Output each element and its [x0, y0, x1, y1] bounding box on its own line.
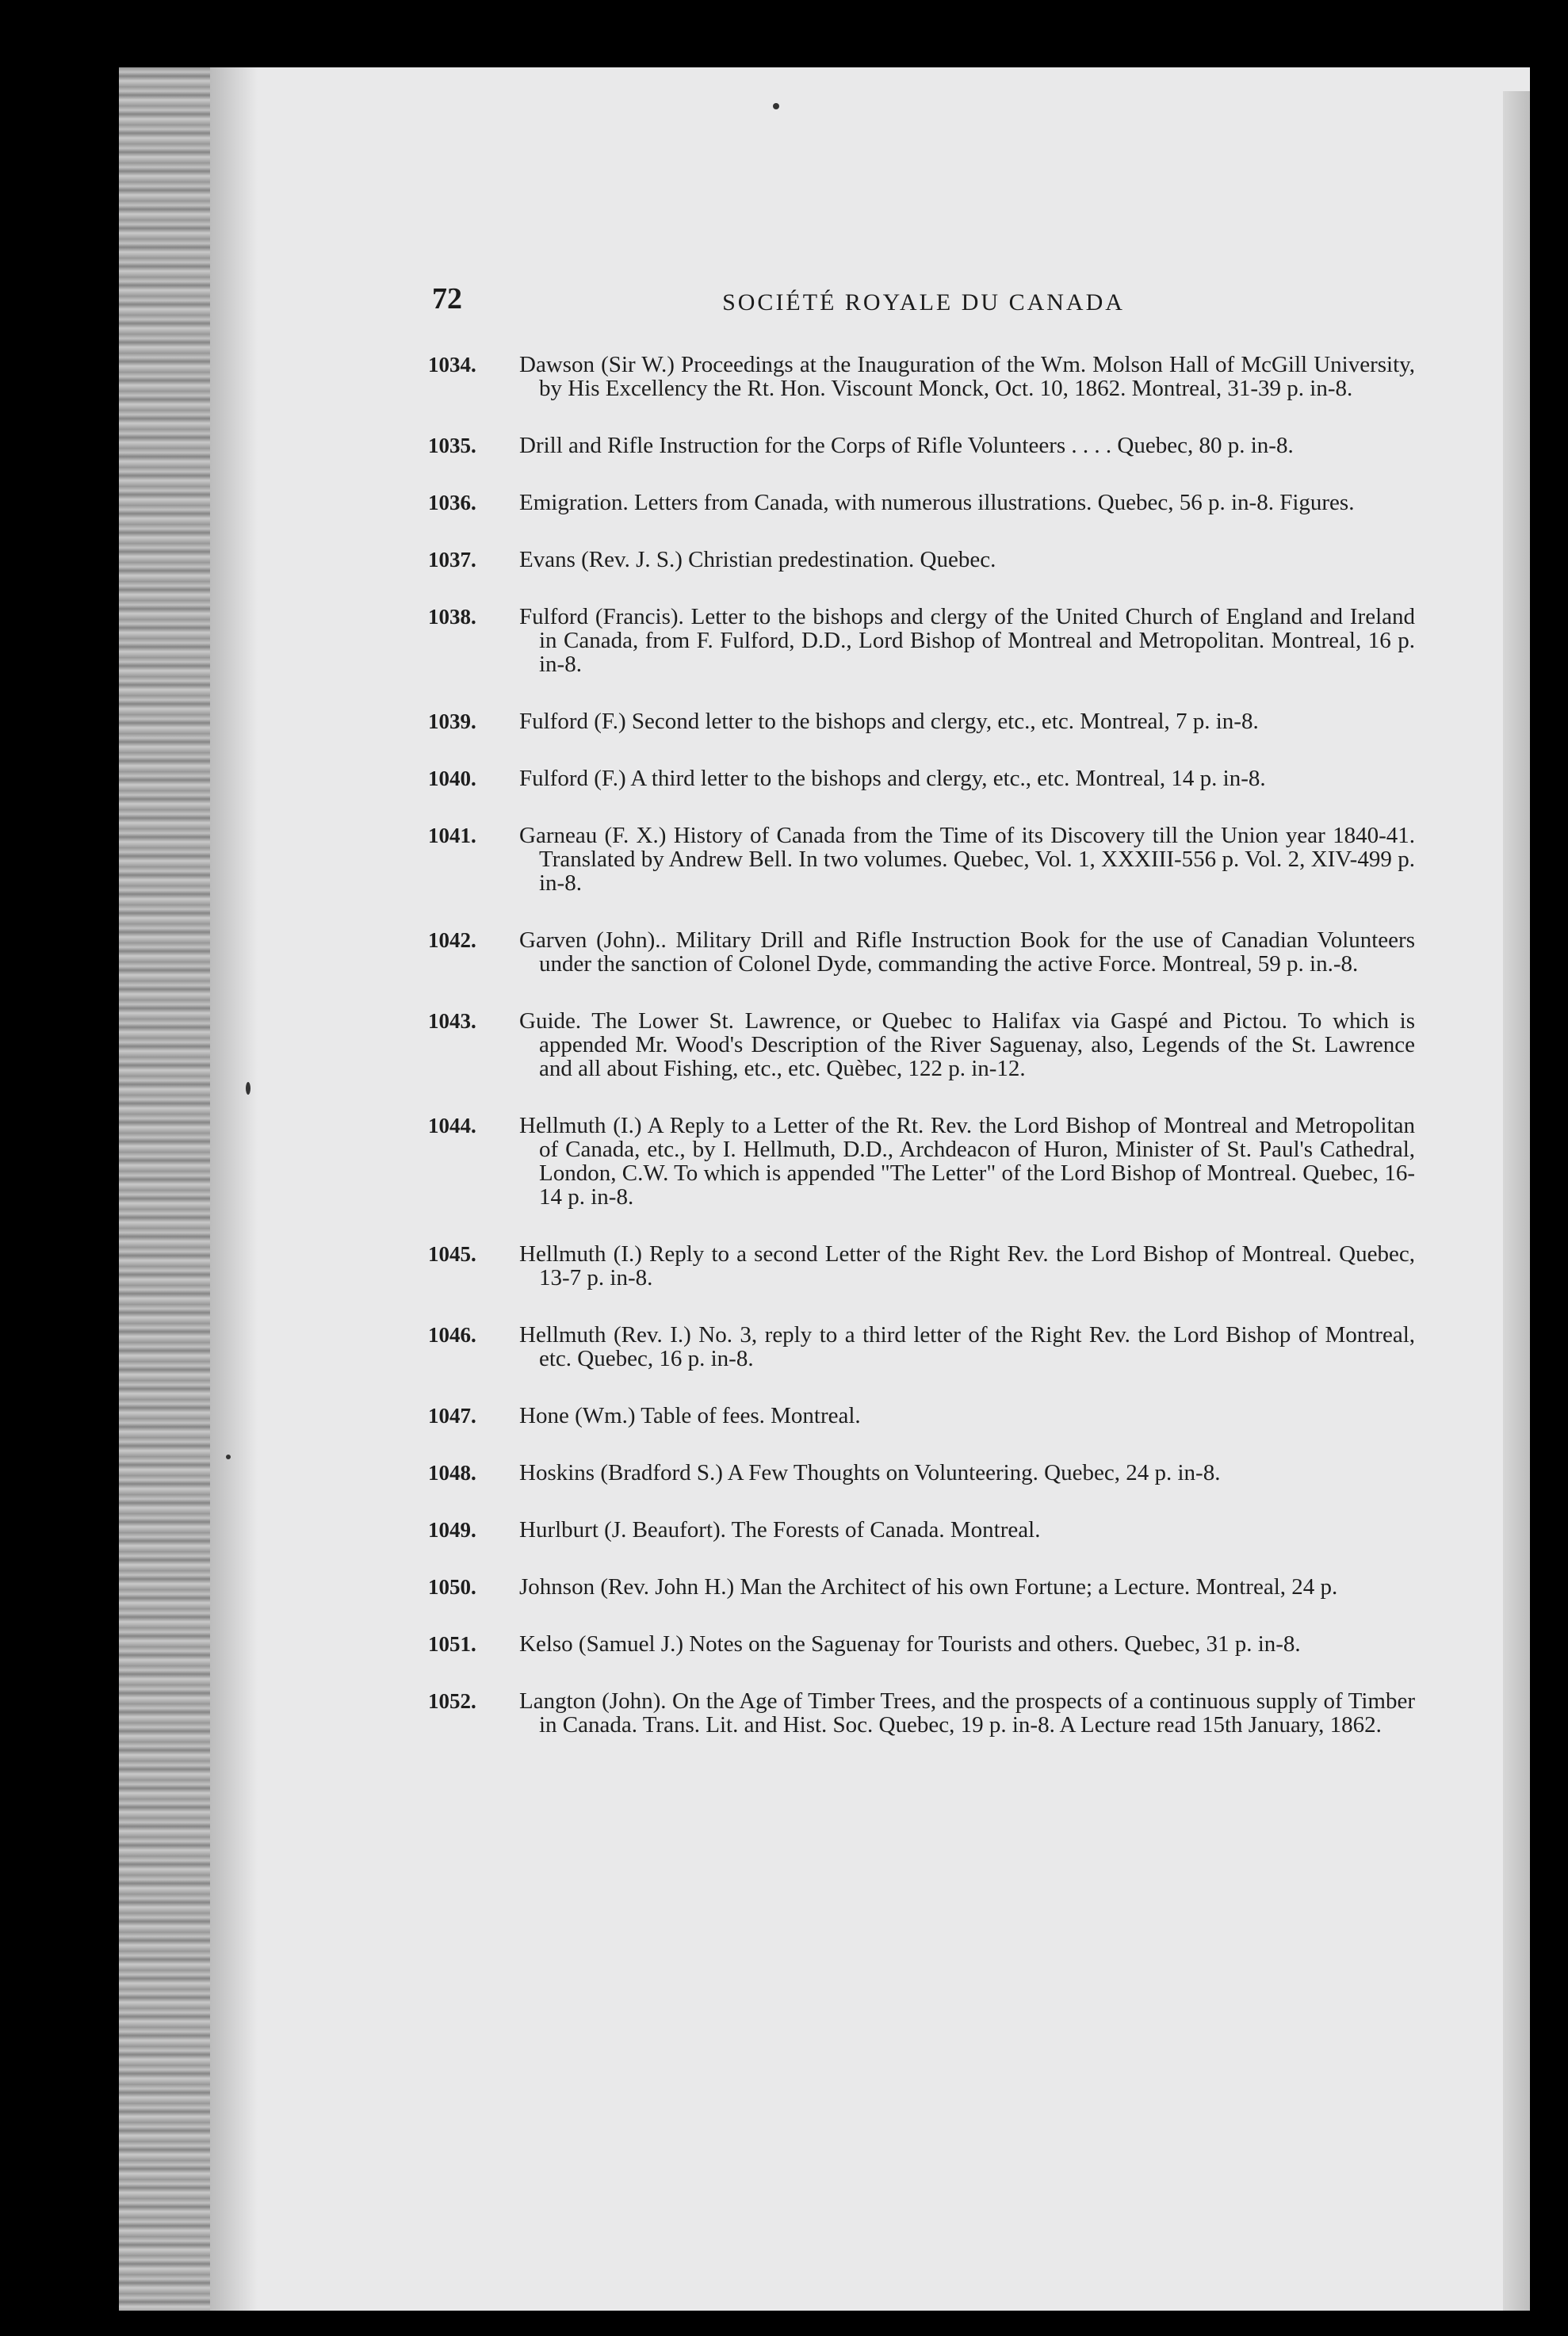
entry-number: 1041.	[428, 824, 476, 847]
entry-text: Hone (Wm.) Table of fees. Montreal.	[519, 1403, 861, 1428]
entry-text: Evans (Rev. J. S.) Christian predestination. Quebec.	[519, 547, 996, 572]
bibliography-entry	[428, 1404, 1415, 1428]
bibliography-entry	[428, 824, 1415, 895]
entry-number: 1043.	[428, 1009, 476, 1033]
entry-number: 1034.	[428, 353, 476, 377]
entry-number: 1049.	[428, 1518, 476, 1542]
entry-number: 1037.	[428, 548, 476, 572]
entry-number: 1035.	[428, 434, 476, 457]
bibliography-entry	[428, 353, 1415, 400]
entry-number: 1048.	[428, 1461, 476, 1485]
binding-spine	[119, 67, 210, 2311]
entry-text: Garneau (F. X.) History of Canada from the Time of its Discovery till the Union year 1840-41. Translated by Andrew Bell. In two volumes. Quebec, Vol. 1, XXXIII-556 p. Vol. 2, XIV-499 p. in-8.	[519, 823, 1415, 896]
bibliography-entry	[428, 1689, 1415, 1737]
entry-text: Drill and Rifle Instruction for the Corps of Rifle Volunteers . . . . Quebec, 80 p. in-8.	[519, 433, 1294, 458]
running-head: SOCIÉTÉ ROYALE DU CANADA	[722, 289, 1125, 315]
page-header	[432, 281, 1415, 329]
entry-number: 1044.	[428, 1114, 476, 1137]
entry-text: Johnson (Rev. John H.) Man the Architect of his own Fortune; a Lecture. Montreal, 24 p.	[519, 1574, 1338, 1600]
bibliography-entry	[428, 1461, 1415, 1485]
bibliography-entry	[428, 1114, 1415, 1209]
page-number: 72	[432, 282, 462, 315]
entry-number: 1047.	[428, 1404, 476, 1428]
bibliography-entry	[428, 1323, 1415, 1371]
entry-text: Hellmuth (Rev. I.) No. 3, reply to a third letter of the Right Rev. the Lord Bishop of Montreal, etc. Quebec, 16 p. in-8.	[519, 1322, 1415, 1371]
entry-text: Fulford (F.) Second letter to the bishops and clergy, etc., etc. Montreal, 7 p. in-8.	[519, 709, 1259, 734]
dust-speck	[226, 1455, 231, 1459]
dust-speck	[773, 103, 779, 109]
entry-number: 1052.	[428, 1689, 476, 1713]
dust-speck	[246, 1082, 250, 1095]
bibliography-entry	[428, 928, 1415, 976]
entry-number: 1050.	[428, 1575, 476, 1599]
bibliography-entry	[428, 1518, 1415, 1542]
entry-text: Langton (John). On the Age of Timber Trees, and the prospects of a continuous supply of Timber in Canada. Trans. Lit. and Hist. Soc. Quebec, 19 p. in-8. A Lecture read 15th January, 1862.	[519, 1688, 1415, 1738]
entry-text: Kelso (Samuel J.) Notes on the Saguenay for Tourists and others. Quebec, 31 p. in-8.	[519, 1631, 1301, 1657]
bibliography-entry	[428, 548, 1415, 572]
bibliography-entry	[428, 1009, 1415, 1080]
entry-text: Fulford (Francis). Letter to the bishops and clergy of the United Church of England and Ireland in Canada, from F. Fulford, D.D., Lord Bishop of Montreal and Metropolitan. Montreal, 16 p. in-8.	[519, 604, 1415, 677]
entry-text: Guide. The Lower St. Lawrence, or Quebec to Halifax via Gaspé and Pictou. To which is appended Mr. Wood's Description of the River Saguenay, also, Legends of the St. Lawrence and all about Fishing, etc., etc. Quèbec, 122 p. in-12.	[519, 1008, 1415, 1081]
bibliography-entry	[428, 709, 1415, 733]
entry-number: 1046.	[428, 1323, 476, 1347]
bibliography-entry	[428, 1632, 1415, 1656]
entry-text: Hellmuth (I.) A Reply to a Letter of the Rt. Rev. the Lord Bishop of Montreal and Metropolitan of Canada, etc., by I. Hellmuth, D.D., Archdeacon of Huron, Minister of St. Paul's Cathedral, London, C.W. To which is appended "The Letter" of the Lord Bishop of Montreal. Quebec, 16-14 p. in-8.	[519, 1113, 1415, 1210]
entry-number: 1051.	[428, 1632, 476, 1656]
entry-number: 1042.	[428, 928, 476, 952]
entry-text: Emigration. Letters from Canada, with numerous illustrations. Quebec, 56 p. in-8. Figures.	[519, 490, 1355, 515]
bibliography-entry	[428, 434, 1415, 457]
entry-text: Hurlburt (J. Beaufort). The Forests of Canada. Montreal.	[519, 1517, 1041, 1543]
entry-number: 1039.	[428, 709, 476, 733]
entry-number: 1038.	[428, 605, 476, 629]
entry-number: 1045.	[428, 1242, 476, 1266]
spine-shadow	[210, 67, 258, 2311]
bibliography-entry	[428, 605, 1415, 676]
page-right-edge	[1503, 91, 1530, 2311]
entry-number: 1040.	[428, 767, 476, 790]
entry-text: Dawson (Sir W.) Proceedings at the Inauguration of the Wm. Molson Hall of McGill University, by His Excellency the Rt. Hon. Viscount Monck, Oct. 10, 1862. Montreal, 31-39 p. in-8.	[519, 352, 1415, 401]
entry-text: Garven (John).. Military Drill and Rifle Instruction Book for the use of Canadian Volunteers under the sanction of Colonel Dyde, commanding the active Force. Montreal, 59 p. in.-8.	[519, 927, 1415, 977]
bibliography-entry	[428, 1242, 1415, 1290]
entry-number: 1036.	[428, 491, 476, 514]
bibliography-entry	[428, 1575, 1415, 1599]
entry-text: Hellmuth (I.) Reply to a second Letter of the Right Rev. the Lord Bishop of Montreal. Quebec, 13-7 p. in-8.	[519, 1241, 1415, 1290]
bibliography-entries	[428, 353, 1415, 1770]
bibliography-entry	[428, 491, 1415, 514]
entry-text: Hoskins (Bradford S.) A Few Thoughts on Volunteering. Quebec, 24 p. in-8.	[519, 1460, 1221, 1485]
bibliography-entry	[428, 767, 1415, 790]
entry-text: Fulford (F.) A third letter to the bishops and clergy, etc., etc. Montreal, 14 p. in-8.	[519, 766, 1266, 791]
